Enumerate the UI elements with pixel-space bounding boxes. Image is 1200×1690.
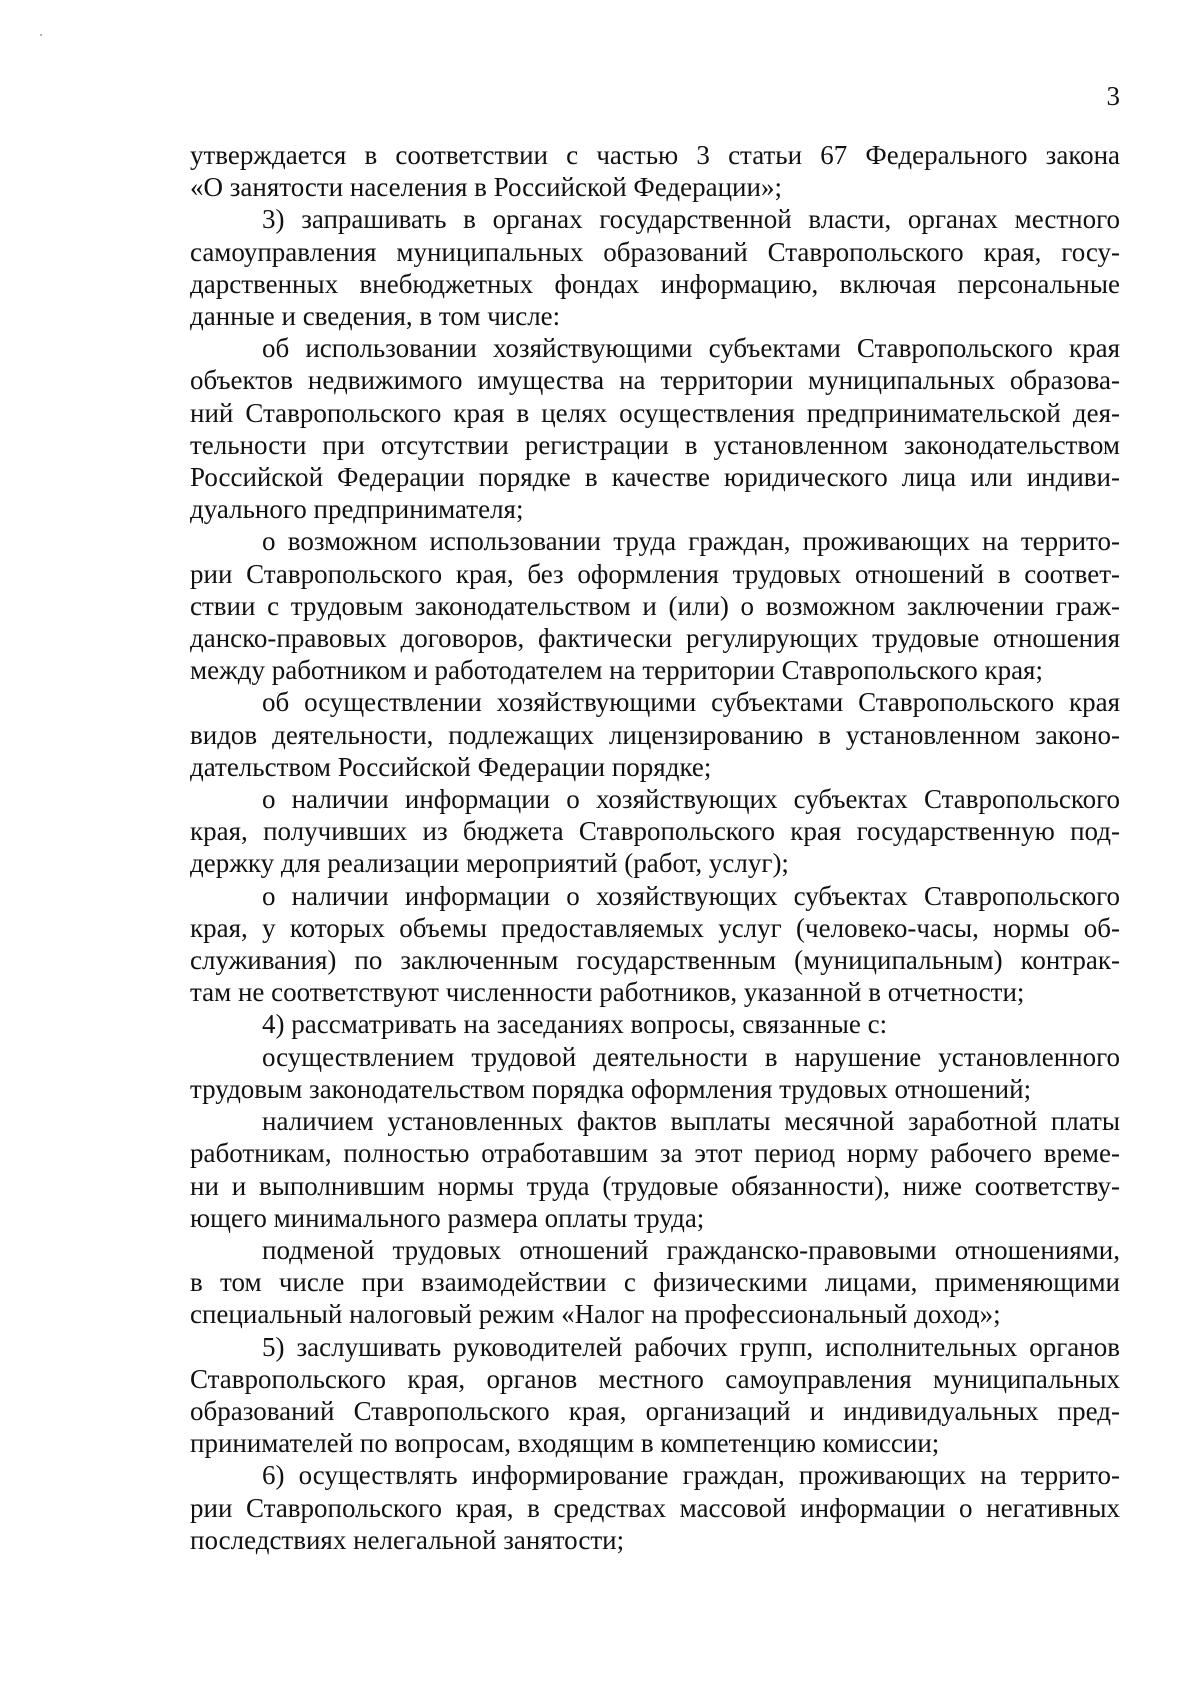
text-line: 4) рассматривать на заседаниях вопросы, связанные с: [262,1009,888,1040]
text-line: образований Ставропольского края, организаций и индивидуальных пред- [190,1395,1120,1426]
page-number: 3 [1106,81,1120,111]
paragraph [190,783,1120,880]
paragraph [190,203,1120,332]
text-line: дуального предпринимателя; [190,494,524,525]
text-line: специальный налоговый режим «Налог на профессиональный доход»; [190,1299,1001,1330]
paragraph [190,1234,1120,1331]
text-line: о наличии информации о хозяйствующих субъектах Ставропольского [262,880,1120,911]
paragraph [190,880,1120,1009]
paragraph [190,1008,1120,1040]
text-line: трудовым законодательством порядка оформления трудовых отношений; [190,1073,1032,1104]
text-line: данско-правовых договоров, фактически регулирующих трудовые отношения [190,623,1120,654]
text-line: между работником и работодателем на территории Ставропольского края; [190,655,1043,686]
text-line: дарственных внебюджетных фондах информацию, включая персональные [190,268,1120,299]
text-line: ствии с трудовым законодательством и (или) о возможном заключении граж- [190,590,1120,621]
text-line: в том числе при взаимодействии с физическими лицами, применяющими [190,1267,1120,1298]
document-body [190,139,1120,1556]
text-line: ни и выполнившим нормы труда (трудовые обязанности), ниже соответству- [190,1170,1120,1201]
text-line: о наличии информации о хозяйствующих субъектах Ставропольского [262,784,1120,815]
text-line: самоуправления муниципальных образований Ставропольского края, госу- [190,236,1120,267]
text-line: последствиях нелегальной занятости; [190,1524,625,1555]
text-line: наличием установленных фактов выплаты месячной заработной платы [262,1106,1120,1137]
text-line: рии Ставропольского края, без оформления трудовых отношений в соответ- [190,558,1120,589]
text-line: тельности при отсутствии регистрации в установленном законодательством [190,429,1120,460]
paragraph [190,1105,1120,1234]
text-line: утверждается в соответствии с частью 3 статьи 67 Федерального закона [190,140,1120,170]
text-line: ний Ставропольского края в целях осуществления предпринимательской дея- [190,397,1120,428]
text-line: работникам, полностью отработавшим за этот период норму рабочего време- [190,1138,1120,1169]
paragraph [190,139,1120,203]
text-line: объектов недвижимого имущества на территории муниципальных образова- [190,365,1120,396]
text-line: о возможном использовании труда граждан, проживающих на террито- [262,526,1120,557]
paragraph [190,525,1120,686]
paragraph [190,1041,1120,1105]
text-line: Ставропольского края, органов местного самоуправления муниципальных [190,1363,1120,1394]
text-line: рии Ставропольского края, в средствах массовой информации о негативных [190,1492,1120,1523]
scan-speck [40,34,42,36]
paragraph [190,1459,1120,1556]
text-line: принимателей по вопросам, входящим в компетенцию комиссии; [190,1428,940,1459]
text-line: видов деятельности, подлежащих лицензированию в установленном законо- [190,719,1120,750]
text-line: там не соответствуют численности работников, указанной в отчетности; [190,977,1025,1008]
paragraph [190,686,1120,783]
text-line: об осуществлении хозяйствующими субъектами Ставропольского края [262,687,1120,718]
text-line: дательством Российской Федерации порядке; [190,751,712,782]
text-line: края, у которых объемы предоставляемых услуг (человеко-часы, нормы об- [190,912,1120,943]
text-line: об использовании хозяйствующими субъектами Ставропольского края [262,333,1120,364]
text-line: данные и сведения, в том числе: [190,301,561,332]
text-line: 5) заслушивать руководителей рабочих групп, исполнительных органов [262,1331,1120,1362]
text-line: ющего минимального размера оплаты труда; [190,1202,705,1233]
text-line: служивания) по заключенным государственным (муниципальным) контрак- [190,945,1120,976]
paragraph [190,332,1120,525]
text-line: Российской Федерации порядке в качестве юридического лица или индиви- [190,462,1120,493]
text-line: края, получивших из бюджета Ставропольского края государственную под- [190,816,1120,847]
text-line: осуществлением трудовой деятельности в нарушение установленного [262,1041,1120,1072]
text-line: подменой трудовых отношений гражданско-правовыми отношениями, [262,1234,1120,1265]
text-line: 3) запрашивать в органах государственной власти, органах местного [262,204,1120,235]
text-line: 6) осуществлять информирование граждан, проживающих на террито- [262,1460,1120,1491]
text-line: держку для реализации мероприятий (работ, услуг); [190,848,789,879]
paragraph [190,1331,1120,1460]
text-line: «О занятости населения в Российской Федерации»; [190,172,782,203]
